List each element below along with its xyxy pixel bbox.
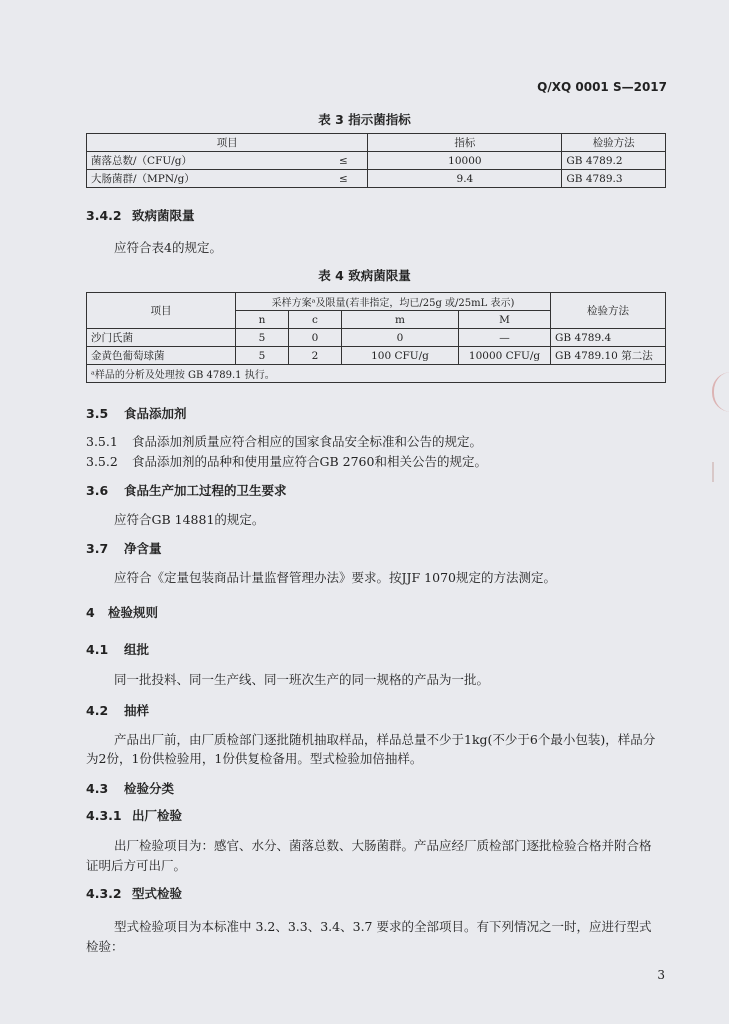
- table4-cell-item: 金黄色葡萄球菌: [87, 347, 236, 365]
- table4-subheader-m-upper: M: [459, 311, 551, 329]
- section-4-3-1-text-line1: 出厂检验项目为：感官、水分、菌落总数、大肠菌群。产品应经厂质检部门逐批检验合格并附合格: [114, 838, 652, 853]
- clause-text: 食品添加剂的品种和使用量应符合GB 2760和相关公告的规定。: [132, 454, 487, 469]
- table-row: [87, 170, 666, 188]
- section-number: 4.3.1: [86, 808, 122, 823]
- table-row: [87, 347, 666, 365]
- table4-subheader-c: c: [289, 311, 342, 329]
- table3-cell-op: ≤: [319, 152, 368, 170]
- table4-subheader-n: n: [236, 311, 289, 329]
- table4-header-plan: 采样方案ᵃ及限量(若非指定，均已/25g 或/25mL 表示): [236, 293, 551, 311]
- table3-cell-item: 菌落总数/（CFU/g）: [87, 152, 320, 170]
- section-4-2-text-line2: 为2份，1份供检验用，1份供复检备用。型式检验加倍抽样。: [86, 751, 423, 766]
- section-4-3-heading: [86, 779, 174, 797]
- section-4-2-text-line1: 产品出厂前，由厂质检部门逐批随机抽取样品，样品总量不少于1kg(不少于6个最小包装)，样品分: [114, 732, 656, 747]
- table3-cell-item: 大肠菌群/（MPN/g）: [87, 170, 320, 188]
- clause-3-5-1: [86, 432, 482, 450]
- table4-cell-m-upper: —: [459, 329, 551, 347]
- table3-header-method: 检验方法: [562, 134, 666, 152]
- table4-cell-m-lower: 100 CFU/g: [342, 347, 459, 365]
- section-title: 组批: [124, 642, 150, 657]
- table-row: [87, 152, 666, 170]
- section-title: 净含量: [124, 541, 162, 556]
- section-4-3-2-heading: [86, 884, 182, 902]
- section-number: 4.2: [86, 703, 109, 718]
- section-4-1-heading: [86, 640, 149, 658]
- table4-cell-c: 0: [289, 329, 342, 347]
- section-3-4-2-heading: [86, 206, 195, 224]
- stamp-fragment-icon: [712, 372, 729, 412]
- clause-number: 3.5.1: [86, 434, 118, 449]
- section-3-6-text: 应符合GB 14881的规定。: [114, 512, 265, 527]
- table-row: [87, 329, 666, 347]
- table4-footnote: ᵃ样品的分析及处理按 GB 4789.1 执行。: [87, 365, 666, 383]
- table3-caption: 表 3 指示菌指标: [318, 112, 411, 127]
- section-3-6-heading: [86, 481, 287, 499]
- table4-cell-m-upper: 10000 CFU/g: [459, 347, 551, 365]
- section-4-2-heading: [86, 701, 149, 719]
- section-title: 型式检验: [132, 886, 183, 901]
- section-number: 3.4.2: [86, 208, 122, 223]
- section-3-4-2-text: 应符合表4的规定。: [114, 240, 222, 255]
- table4-cell-method: GB 4789.10 第二法: [551, 347, 666, 365]
- section-title: 食品生产加工过程的卫生要求: [124, 483, 287, 498]
- table4-cell-n: 5: [236, 329, 289, 347]
- table4-caption: 表 4 致病菌限量: [318, 268, 411, 283]
- section-4-3-2-text-line1: 型式检验项目为本标准中 3.2、3.3、3.4、3.7 要求的全部项目。有下列情况之一时，应进行型式: [114, 919, 652, 934]
- section-number: 3.6: [86, 483, 109, 498]
- section-title: 出厂检验: [132, 808, 183, 823]
- table3-header-value: 指标: [368, 134, 562, 152]
- section-3-7-text: 应符合《定量包装商品计量监督管理办法》要求。按JJF 1070规定的方法测定。: [114, 570, 556, 585]
- table3-cell-value: 9.4: [368, 170, 562, 188]
- section-3-5-heading: [86, 404, 187, 422]
- section-number: 3.7: [86, 541, 109, 556]
- section-4-1-text: 同一批投料、同一生产线、同一班次生产的同一规格的产品为一批。: [114, 672, 490, 687]
- clause-text: 食品添加剂质量应符合相应的国家食品安全标准和公告的规定。: [132, 434, 483, 449]
- section-number: 4: [86, 605, 95, 620]
- table4: [86, 292, 666, 383]
- table3-header-item: 项目: [87, 134, 368, 152]
- section-title: 食品添加剂: [124, 406, 187, 421]
- table4-cell-m-lower: 0: [342, 329, 459, 347]
- clause-number: 3.5.2: [86, 454, 118, 469]
- table3-cell-op: ≤: [319, 170, 368, 188]
- table4-cell-n: 5: [236, 347, 289, 365]
- section-4-heading: [86, 603, 158, 621]
- table4-header-item: 项目: [87, 293, 236, 329]
- table4-cell-c: 2: [289, 347, 342, 365]
- table4-header-method: 检验方法: [551, 293, 666, 329]
- section-4-3-1-heading: [86, 806, 182, 824]
- section-number: 4.3.2: [86, 886, 122, 901]
- section-4-3-2-text-line2: 检验：: [86, 939, 124, 954]
- section-number: 3.5: [86, 406, 109, 421]
- table3: [86, 133, 666, 188]
- table3-cell-method: GB 4789.3: [562, 170, 666, 188]
- section-3-7-heading: [86, 539, 162, 557]
- section-title: 检验规则: [108, 605, 159, 620]
- table3-cell-method: GB 4789.2: [562, 152, 666, 170]
- section-number: 4.3: [86, 781, 109, 796]
- section-title: 致病菌限量: [132, 208, 195, 223]
- page-number: 3: [657, 968, 665, 982]
- table4-cell-item: 沙门氏菌: [87, 329, 236, 347]
- table4-subheader-m-lower: m: [342, 311, 459, 329]
- table3-cell-value: 10000: [368, 152, 562, 170]
- standard-code-header: Q/XQ 0001 S—2017: [537, 80, 667, 94]
- section-title: 检验分类: [124, 781, 175, 796]
- section-4-3-1-text-line2: 证明后方可出厂。: [86, 858, 187, 873]
- stamp-fragment-icon: [712, 462, 728, 482]
- section-title: 抽样: [124, 703, 150, 718]
- section-number: 4.1: [86, 642, 109, 657]
- table4-cell-method: GB 4789.4: [551, 329, 666, 347]
- clause-3-5-2: [86, 452, 487, 470]
